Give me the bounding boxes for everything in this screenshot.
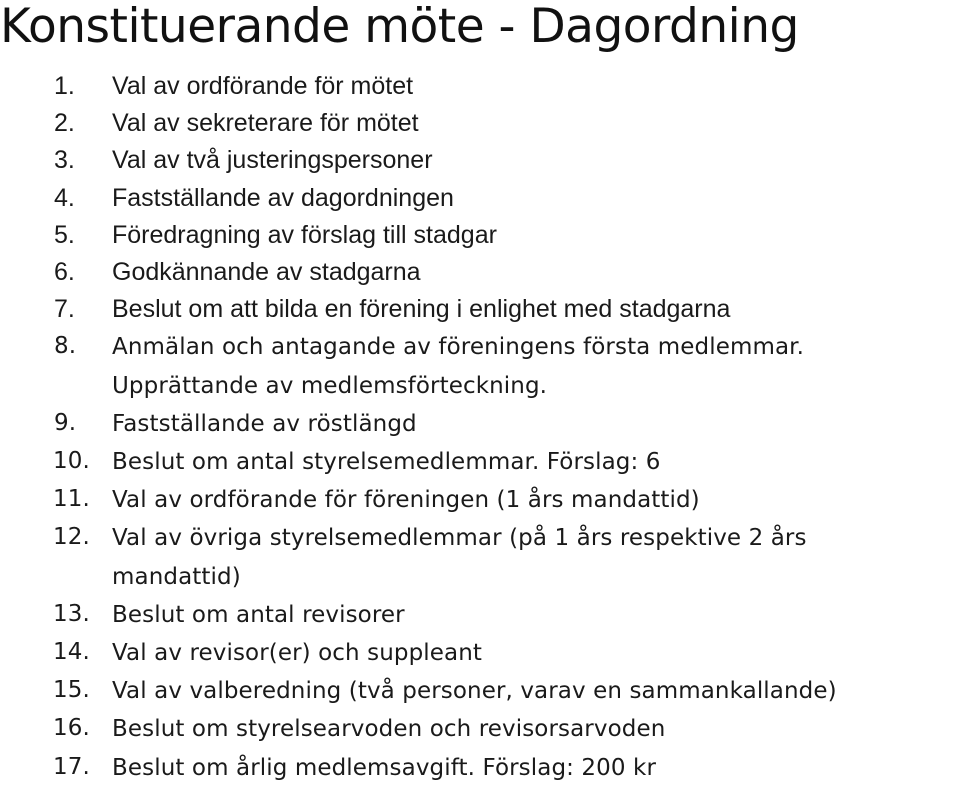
agenda-item-5 [0, 217, 912, 254]
agenda-item-11 [0, 481, 912, 519]
agenda-item-number: 2. [54, 109, 75, 138]
agenda-item-number: 5. [54, 220, 75, 249]
agenda-item-text: Val av två justeringspersoner [112, 146, 433, 175]
agenda-item-number: 8. [54, 333, 77, 360]
agenda-item-number: 1. [54, 72, 75, 100]
agenda-item-number: 14. [53, 639, 90, 666]
agenda-item-number: 10. [53, 448, 90, 475]
agenda-item-text: Beslut om antal styrelsemedlemmar. Förslag: 6 [112, 449, 661, 476]
agenda-item-1 [0, 68, 912, 105]
agenda-item-17 [0, 749, 912, 787]
agenda-item-9 [0, 405, 912, 443]
agenda-item-text: Val av övriga styrelsemedlemmar (på 1 års respektive 2 års mandattid) [112, 525, 807, 590]
agenda-item-text: Beslut om antal revisorer [112, 601, 405, 628]
agenda-item-text: Föredragning av förslag till stadgar [112, 220, 497, 249]
agenda-item-number: 15. [53, 677, 90, 704]
agenda-item-16 [0, 710, 912, 748]
agenda-item-text: Val av sekreterare för mötet [112, 109, 419, 138]
agenda-item-4 [0, 180, 912, 217]
agenda-item-3 [0, 142, 912, 179]
agenda-item-text: Val av valberedning (två personer, varav en sammankallande) [112, 678, 837, 705]
agenda-item-8 [0, 328, 912, 404]
agenda-item-6 [0, 254, 912, 291]
agenda-item-7 [0, 291, 912, 328]
agenda-item-number: 4. [54, 183, 75, 212]
agenda-item-text: Beslut om styrelsearvoden och revisorsarvoden [112, 716, 666, 743]
agenda-item-number: 7. [54, 295, 75, 324]
agenda-item-number: 11. [53, 486, 90, 513]
agenda-item-text: Fastställande av röstlängd [112, 410, 417, 437]
agenda-item-text: Godkännande av stadgarna [112, 258, 421, 287]
agenda-item-text: Val av ordförande för föreningen (1 års mandattid) [112, 487, 700, 514]
agenda-item-text: Beslut om att bilda en förening i enlighet med stadgarna [112, 295, 731, 324]
agenda-item-number: 13. [53, 600, 90, 627]
agenda-item-text: Fastställande av dagordningen [112, 183, 454, 212]
agenda-item-number: 9. [54, 409, 77, 436]
agenda-item-number: 17. [53, 753, 90, 780]
agenda-item-number: 16. [53, 715, 90, 742]
agenda-item-text: Beslut om årlig medlemsavgift. Förslag: 200 kr [112, 754, 656, 781]
agenda-item-15 [0, 672, 912, 710]
agenda-item-13 [0, 596, 912, 634]
agenda-list [0, 68, 960, 787]
agenda-item-number: 12. [53, 524, 90, 551]
agenda-item-number: 6. [54, 258, 75, 287]
agenda-item-2 [0, 105, 912, 142]
agenda-item-10 [0, 443, 912, 481]
agenda-item-number: 3. [54, 146, 75, 175]
agenda-item-text: Anmälan och antagande av föreningens första medlemmar. Upprättande av medlemsförteckning. [112, 334, 805, 399]
slide-title: Konstituerande möte - Dagordning [0, 0, 799, 54]
agenda-item-12 [0, 519, 872, 595]
agenda-item-text: Val av ordförande för mötet [112, 72, 414, 100]
agenda-item-text: Val av revisor(er) och suppleant [112, 640, 483, 667]
agenda-item-14 [0, 634, 912, 672]
